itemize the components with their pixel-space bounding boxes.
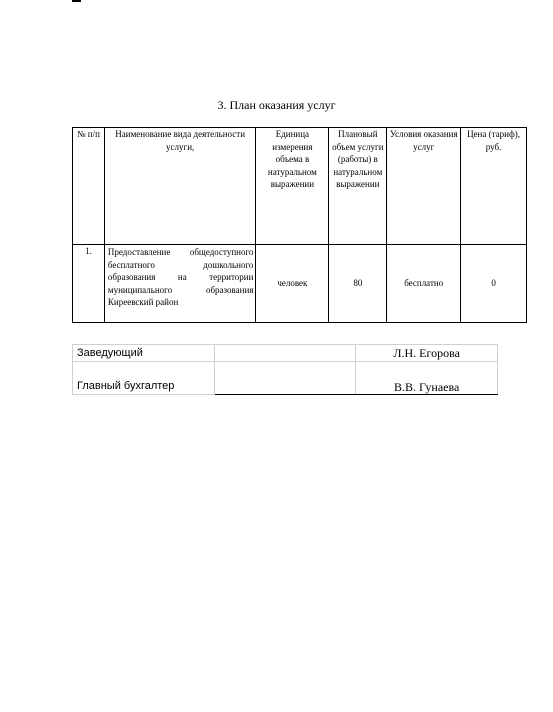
section-title: 3. План оказания услуг: [217, 98, 336, 112]
header-price: Цена (тариф), руб.: [461, 128, 527, 245]
cell-number: 1.: [73, 245, 105, 323]
signature-row-head: [73, 345, 498, 362]
signature-row-accountant: [73, 362, 498, 395]
page-corner-mark: [72, 0, 81, 2]
head-position-label: Заведующий: [73, 345, 215, 362]
cell-unit: человек: [256, 245, 329, 323]
header-unit: Единица измерения объема в натуральном выражении: [256, 128, 329, 245]
accountant-position-label: Главный бухгалтер: [73, 362, 215, 395]
head-signature-field: [214, 345, 356, 362]
head-name: Л.Н. Егорова: [356, 345, 498, 362]
header-number: № п/п: [73, 128, 105, 245]
header-planned-volume: Плановый объем услуги (работы) в натуральном выражении: [329, 128, 387, 245]
header-conditions: Условия оказания услуг: [387, 128, 461, 245]
header-service-name: Наименование вида деятельности услуги,: [104, 128, 256, 245]
services-plan-table: [72, 127, 527, 323]
table-header-row: [73, 128, 527, 245]
cell-service-name: Предоставление общедоступного бесплатного дошкольного образования на территории муниципального образования Киреевский район: [104, 245, 256, 323]
accountant-name: В.В. Гунаева: [356, 362, 498, 395]
cell-planned-volume: 80: [329, 245, 387, 323]
cell-price: 0: [461, 245, 527, 323]
cell-conditions: бесплатно: [387, 245, 461, 323]
signatures-table: [72, 344, 498, 395]
table-row: [73, 245, 527, 323]
accountant-signature-field: [214, 362, 356, 395]
